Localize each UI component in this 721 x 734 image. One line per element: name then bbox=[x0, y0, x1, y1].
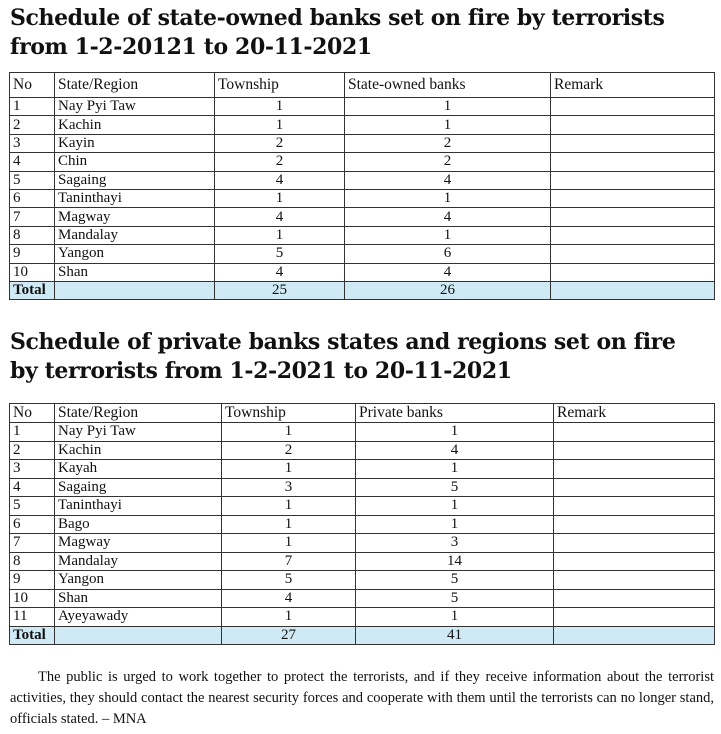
row-no: 1 bbox=[10, 423, 55, 442]
row-region: Sagaing bbox=[55, 478, 222, 497]
col-state-owned-banks: State-owned banks bbox=[345, 73, 551, 98]
row-township: 3 bbox=[222, 478, 356, 497]
total-banks: 41 bbox=[356, 626, 554, 645]
row-township: 5 bbox=[222, 571, 356, 590]
row-region: Nay Pyi Taw bbox=[55, 98, 215, 116]
row-township: 2 bbox=[215, 153, 345, 171]
row-banks: 5 bbox=[356, 571, 554, 590]
table-header-row bbox=[10, 73, 715, 98]
row-banks: 4 bbox=[345, 263, 551, 281]
row-remark bbox=[551, 98, 715, 116]
row-banks: 1 bbox=[345, 226, 551, 244]
row-township: 1 bbox=[215, 189, 345, 207]
row-township: 1 bbox=[222, 608, 356, 627]
row-region: Sagaing bbox=[55, 171, 215, 189]
row-no: 10 bbox=[10, 589, 55, 608]
row-no: 2 bbox=[10, 116, 55, 134]
row-township: 4 bbox=[215, 171, 345, 189]
table-row bbox=[10, 534, 715, 553]
row-township: 7 bbox=[222, 552, 356, 571]
row-remark bbox=[554, 589, 715, 608]
row-no: 8 bbox=[10, 552, 55, 571]
row-region: Yangon bbox=[55, 245, 215, 263]
row-banks: 2 bbox=[345, 134, 551, 152]
row-banks: 1 bbox=[356, 515, 554, 534]
row-remark bbox=[551, 171, 715, 189]
row-remark bbox=[554, 441, 715, 460]
row-no: 9 bbox=[10, 571, 55, 590]
table-row bbox=[10, 552, 715, 571]
row-no: 7 bbox=[10, 534, 55, 553]
state-owned-banks-table bbox=[9, 72, 715, 300]
row-remark bbox=[554, 608, 715, 627]
total-label: Total bbox=[10, 281, 55, 299]
table-row bbox=[10, 460, 715, 479]
row-banks: 4 bbox=[356, 441, 554, 460]
row-no: 11 bbox=[10, 608, 55, 627]
table-body bbox=[10, 98, 715, 282]
row-region: Taninthayi bbox=[55, 189, 215, 207]
table-row bbox=[10, 226, 715, 244]
row-no: 4 bbox=[10, 478, 55, 497]
row-region: Ayeyawady bbox=[55, 608, 222, 627]
total-label: Total bbox=[10, 626, 55, 645]
table-row bbox=[10, 263, 715, 281]
row-region: Bago bbox=[55, 515, 222, 534]
total-row bbox=[10, 626, 715, 645]
row-township: 5 bbox=[215, 245, 345, 263]
row-township: 2 bbox=[215, 134, 345, 152]
row-township: 2 bbox=[222, 441, 356, 460]
row-remark bbox=[554, 478, 715, 497]
row-banks: 1 bbox=[345, 98, 551, 116]
col-remark: Remark bbox=[551, 73, 715, 98]
row-township: 4 bbox=[215, 263, 345, 281]
total-township: 27 bbox=[222, 626, 356, 645]
col-private-banks: Private banks bbox=[356, 404, 554, 423]
row-banks: 4 bbox=[345, 208, 551, 226]
private-banks-title: Schedule of private banks states and regions set on fire by terrorists from 1-2-2021 to 20-11-2021 bbox=[10, 329, 676, 384]
row-no: 7 bbox=[10, 208, 55, 226]
row-remark bbox=[551, 263, 715, 281]
state-banks-title: Schedule of state-owned banks set on fire by terrorists from 1-2-20121 to 20-11-2021 bbox=[10, 5, 665, 60]
row-township: 1 bbox=[222, 460, 356, 479]
row-remark bbox=[551, 226, 715, 244]
row-banks: 5 bbox=[356, 478, 554, 497]
row-region: Mandalay bbox=[55, 226, 215, 244]
table-row bbox=[10, 189, 715, 207]
row-township: 1 bbox=[222, 423, 356, 442]
row-remark bbox=[554, 552, 715, 571]
total-township: 25 bbox=[215, 281, 345, 299]
col-no: No bbox=[10, 73, 55, 98]
row-region: Chin bbox=[55, 153, 215, 171]
row-township: 1 bbox=[215, 98, 345, 116]
row-township: 1 bbox=[222, 515, 356, 534]
total-row bbox=[10, 281, 715, 299]
table-row bbox=[10, 497, 715, 516]
row-remark bbox=[554, 515, 715, 534]
row-region: Kayah bbox=[55, 460, 222, 479]
row-banks: 5 bbox=[356, 589, 554, 608]
row-banks: 2 bbox=[345, 153, 551, 171]
row-remark bbox=[551, 189, 715, 207]
row-no: 10 bbox=[10, 263, 55, 281]
row-banks: 1 bbox=[356, 460, 554, 479]
total-region-cell bbox=[55, 626, 222, 645]
row-remark bbox=[554, 534, 715, 553]
row-no: 9 bbox=[10, 245, 55, 263]
table-row bbox=[10, 571, 715, 590]
row-banks: 1 bbox=[356, 423, 554, 442]
table-body bbox=[10, 423, 715, 627]
row-remark bbox=[554, 460, 715, 479]
row-region: Shan bbox=[55, 263, 215, 281]
col-state-region: State/Region bbox=[55, 404, 222, 423]
row-township: 1 bbox=[222, 534, 356, 553]
table-header-row bbox=[10, 404, 715, 423]
col-township: Township bbox=[215, 73, 345, 98]
row-no: 5 bbox=[10, 171, 55, 189]
row-remark bbox=[551, 208, 715, 226]
row-no: 4 bbox=[10, 153, 55, 171]
table-row bbox=[10, 116, 715, 134]
row-no: 5 bbox=[10, 497, 55, 516]
table-row bbox=[10, 423, 715, 442]
table-row bbox=[10, 515, 715, 534]
table-row bbox=[10, 608, 715, 627]
table-row bbox=[10, 98, 715, 116]
table-row bbox=[10, 478, 715, 497]
row-banks: 3 bbox=[356, 534, 554, 553]
row-township: 1 bbox=[222, 497, 356, 516]
row-region: Magway bbox=[55, 534, 222, 553]
table-row bbox=[10, 171, 715, 189]
col-state-region: State/Region bbox=[55, 73, 215, 98]
row-remark bbox=[554, 423, 715, 442]
row-region: Magway bbox=[55, 208, 215, 226]
row-banks: 1 bbox=[356, 497, 554, 516]
total-banks: 26 bbox=[345, 281, 551, 299]
col-remark: Remark bbox=[554, 404, 715, 423]
row-banks: 6 bbox=[345, 245, 551, 263]
row-region: Yangon bbox=[55, 571, 222, 590]
row-remark bbox=[551, 116, 715, 134]
row-remark bbox=[551, 245, 715, 263]
row-banks: 1 bbox=[345, 116, 551, 134]
row-no: 3 bbox=[10, 460, 55, 479]
row-no: 3 bbox=[10, 134, 55, 152]
table-row bbox=[10, 441, 715, 460]
row-banks: 1 bbox=[345, 189, 551, 207]
table-row bbox=[10, 589, 715, 608]
row-banks: 1 bbox=[356, 608, 554, 627]
col-township: Township bbox=[222, 404, 356, 423]
row-no: 6 bbox=[10, 189, 55, 207]
row-region: Kachin bbox=[55, 441, 222, 460]
private-banks-table bbox=[9, 403, 715, 645]
col-no: No bbox=[10, 404, 55, 423]
table-row bbox=[10, 134, 715, 152]
footer-text: The public is urged to work together to protect the terrorists, and if they receive information about the terrorist activities, they should contact the nearest security forces and cooperate with them until the terrorists can no longer stand, officials stated. – MNA bbox=[10, 669, 714, 727]
row-region: Taninthayi bbox=[55, 497, 222, 516]
row-no: 8 bbox=[10, 226, 55, 244]
row-banks: 14 bbox=[356, 552, 554, 571]
total-remark-cell bbox=[554, 626, 715, 645]
total-remark-cell bbox=[551, 281, 715, 299]
row-region: Nay Pyi Taw bbox=[55, 423, 222, 442]
row-no: 6 bbox=[10, 515, 55, 534]
row-township: 4 bbox=[215, 208, 345, 226]
table-row bbox=[10, 153, 715, 171]
row-township: 1 bbox=[215, 226, 345, 244]
footer-paragraph bbox=[10, 667, 714, 730]
row-remark bbox=[554, 497, 715, 516]
row-township: 1 bbox=[215, 116, 345, 134]
row-banks: 4 bbox=[345, 171, 551, 189]
row-region: Shan bbox=[55, 589, 222, 608]
table-row bbox=[10, 208, 715, 226]
row-no: 1 bbox=[10, 98, 55, 116]
row-remark bbox=[554, 571, 715, 590]
row-remark bbox=[551, 153, 715, 171]
row-township: 4 bbox=[222, 589, 356, 608]
row-region: Kachin bbox=[55, 116, 215, 134]
row-no: 2 bbox=[10, 441, 55, 460]
row-region: Kayin bbox=[55, 134, 215, 152]
total-region-cell bbox=[55, 281, 215, 299]
row-remark bbox=[551, 134, 715, 152]
table-row bbox=[10, 245, 715, 263]
row-region: Mandalay bbox=[55, 552, 222, 571]
